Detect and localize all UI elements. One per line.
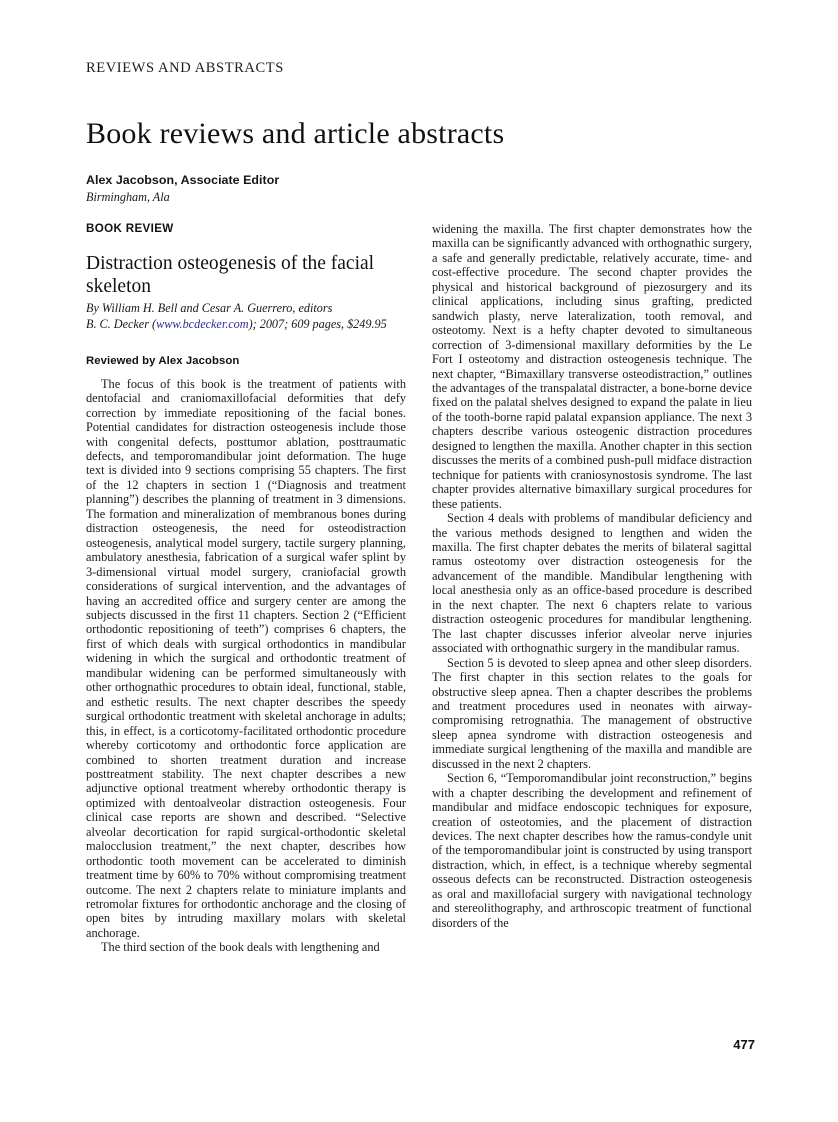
book-authors-text: By William H. Bell and Cesar A. Guerrero, editors xyxy=(86,301,333,316)
right-paragraph-2: Section 4 deals with problems of mandibular deficiency and the various methods designed to lengthen and widen the maxilla. The first chapter debates the merits of bilateral sagittal ramus osteotomy over distraction osteogenesis for the advancement of the mandible. Mandibular lengthening with local anesthesia only as an office-based procedure is described in the next chapter. The next 6 chapters relate to various distraction osteogenic procedures for mandibular lengthening. The last chapter discusses inferior alveolar nerve injuries associated with orthognathic surgery in the mandibular ramus. xyxy=(432,511,752,656)
byline-place: Birmingham, Ala xyxy=(86,190,170,204)
right-paragraph-1: widening the maxilla. The first chapter demonstrates how the maxilla can be significantly advanced with orthognathic surgery, a safe and generally predictable, relatively accurate, time- and cost-effective procedure. The second chapter provides the physical and historical background of piezosurgery and its clinical applications, including sinus grafting, predicted sandwich plasty, nerve lateralization, tooth removal, and osteotomy. Next is a hefty chapter devoted to simultaneous correction of 3-dimensional maxillary deformities by the Le Fort I osteotomy and distraction osteogenesis technique. The next chapter, “Bimaxillary transverse osteodistraction,” outlines the advantages of the transpalatal distracter, a bone-borne device fixed on the palatal shelves designed to expand the palate in lieu of the tooth-borne rapid palatal expansion appliance. The next 3 chapters describe various osteogenic distraction procedures designed to lengthen the maxilla. Another chapter in this section discusses the merits of a combined push-pull midface distraction technique for patients with craniosynostosis syndrome. The last chapter provides alternative bimaxillary surgical procedures for these patients. xyxy=(432,222,752,511)
right-column xyxy=(432,222,752,1032)
book-title-line-1: Distraction osteogenesis of the facial xyxy=(86,253,375,275)
running-head: REVIEWS AND ABSTRACTS xyxy=(86,60,284,76)
byline-editor: Alex Jacobson, Associate Editor xyxy=(86,173,280,187)
page-title: Book reviews and article abstracts xyxy=(86,117,505,150)
book-title-line-2: skeleton xyxy=(86,276,151,298)
left-paragraph-2: The third section of the book deals with lengthening and xyxy=(101,940,380,955)
publisher-prefix: B. C. Decker ( xyxy=(86,316,157,331)
right-paragraph-4: Section 6, “Temporomandibular joint reconstruction,” begins with a chapter describing the development and refinement of mandibular and midface endoscopic techniques for exposure, creation of osteotomies, and the placement of distraction devices. The next chapter describes how the ramus-condyle unit of the temporomandibular joint is constructed by using transport distraction, which, in effect, is a technique whereby segmental osseous defects can be reconstructed. Distraction osteogenesis as oral and maxillofacial surgery with navigational technology and stereolithography, and arthroscopic treatment of functional disorders of the xyxy=(432,771,752,930)
section-label-book-review: BOOK REVIEW xyxy=(86,222,174,235)
reviewed-by: Reviewed by Alex Jacobson xyxy=(86,355,240,368)
publisher-suffix: ); 2007; 609 pages, $249.95 xyxy=(248,316,387,331)
publisher-url-link[interactable]: www.bcdecker.com xyxy=(156,316,249,331)
book-authors xyxy=(86,301,406,316)
book-title xyxy=(86,252,406,298)
left-column xyxy=(86,222,406,955)
page-number: 477 xyxy=(733,1037,755,1052)
right-paragraph-3: Section 5 is devoted to sleep apnea and other sleep disorders. The first chapter in this section relates to the goals for obstructive sleep apnea. Then a chapter describes the problems and treatment procedures used in neonates with airway-compromising retrognathia. The management of obstructive sleep apnea syndrome with distraction osteogenesis and immediate surgical lengthening of the maxilla and mandible are discussed in the next 2 chapters. xyxy=(432,655,752,771)
left-paragraph-1: The focus of this book is the treatment of patients with dentofacial and craniomaxillofacial deformities that defy correction by immediate repositioning of the facial bones. Potential candidates for distraction osteogenesis include those with congenital defects, posttumor ablation, posttraumatic defects, and temporomandibular joint deformation. The huge text is divided into 9 sections comprising 55 chapters. The first of the 12 chapters in section 1 (“Diagnosis and treatment planning”) describes the planning of treatment in 3 dimensions. The formation and mineralization of membranous bones during distraction osteogenesis, the need for osteodistraction osteogenesis, analytical model surgery, tactile surgery planning, ambulatory anesthesia, fabrication of a surgical wafer splint by 3-dimensional virtual model surgery, craniofacial growth considerations of surgical intervention, and the advantages of having an accredited office and surgery center are among the subjects discussed in the first 11 chapters. Section 2 (“Efficient orthodontic repositioning of teeth”) comprises 6 chapters, the first of which deals with surgical orthodontics in mandibular widening in which the surgical and orthodontic treatment of mandibular widening can be performed simultaneously with other orthognathic procedures to obtain ideal, functional, stable, and esthetic results. The next chapter describes the speedy surgical orthodontic treatment with skeletal anchorage in adults; this, in effect, is a corticotomy-facilitated orthodontic procedure whereby corticotomy and orthodontic force application are combined to shorten treatment duration and increase posttreatment stability. The next chapter describes a new adjunctive optional treatment whereby orthodontic therapy is optimized with dentoalveolar distraction osteogenesis. Four clinical case reports are shown and described. “Selective alveolar decortication for rapid surgical-orthodontic skeletal malocclusion treatment,” the next chapter, describes how orthodontic tooth movement can be accelerated to diminish treatment time by 60% to 70% without compromising treatment outcome. The next 2 chapters relate to miniature implants and retromolar fixtures for orthodontic anchorage and the closing of open bites by intruding maxillary molars with skeletal anchorage. xyxy=(86,376,406,940)
book-publisher xyxy=(86,317,406,332)
